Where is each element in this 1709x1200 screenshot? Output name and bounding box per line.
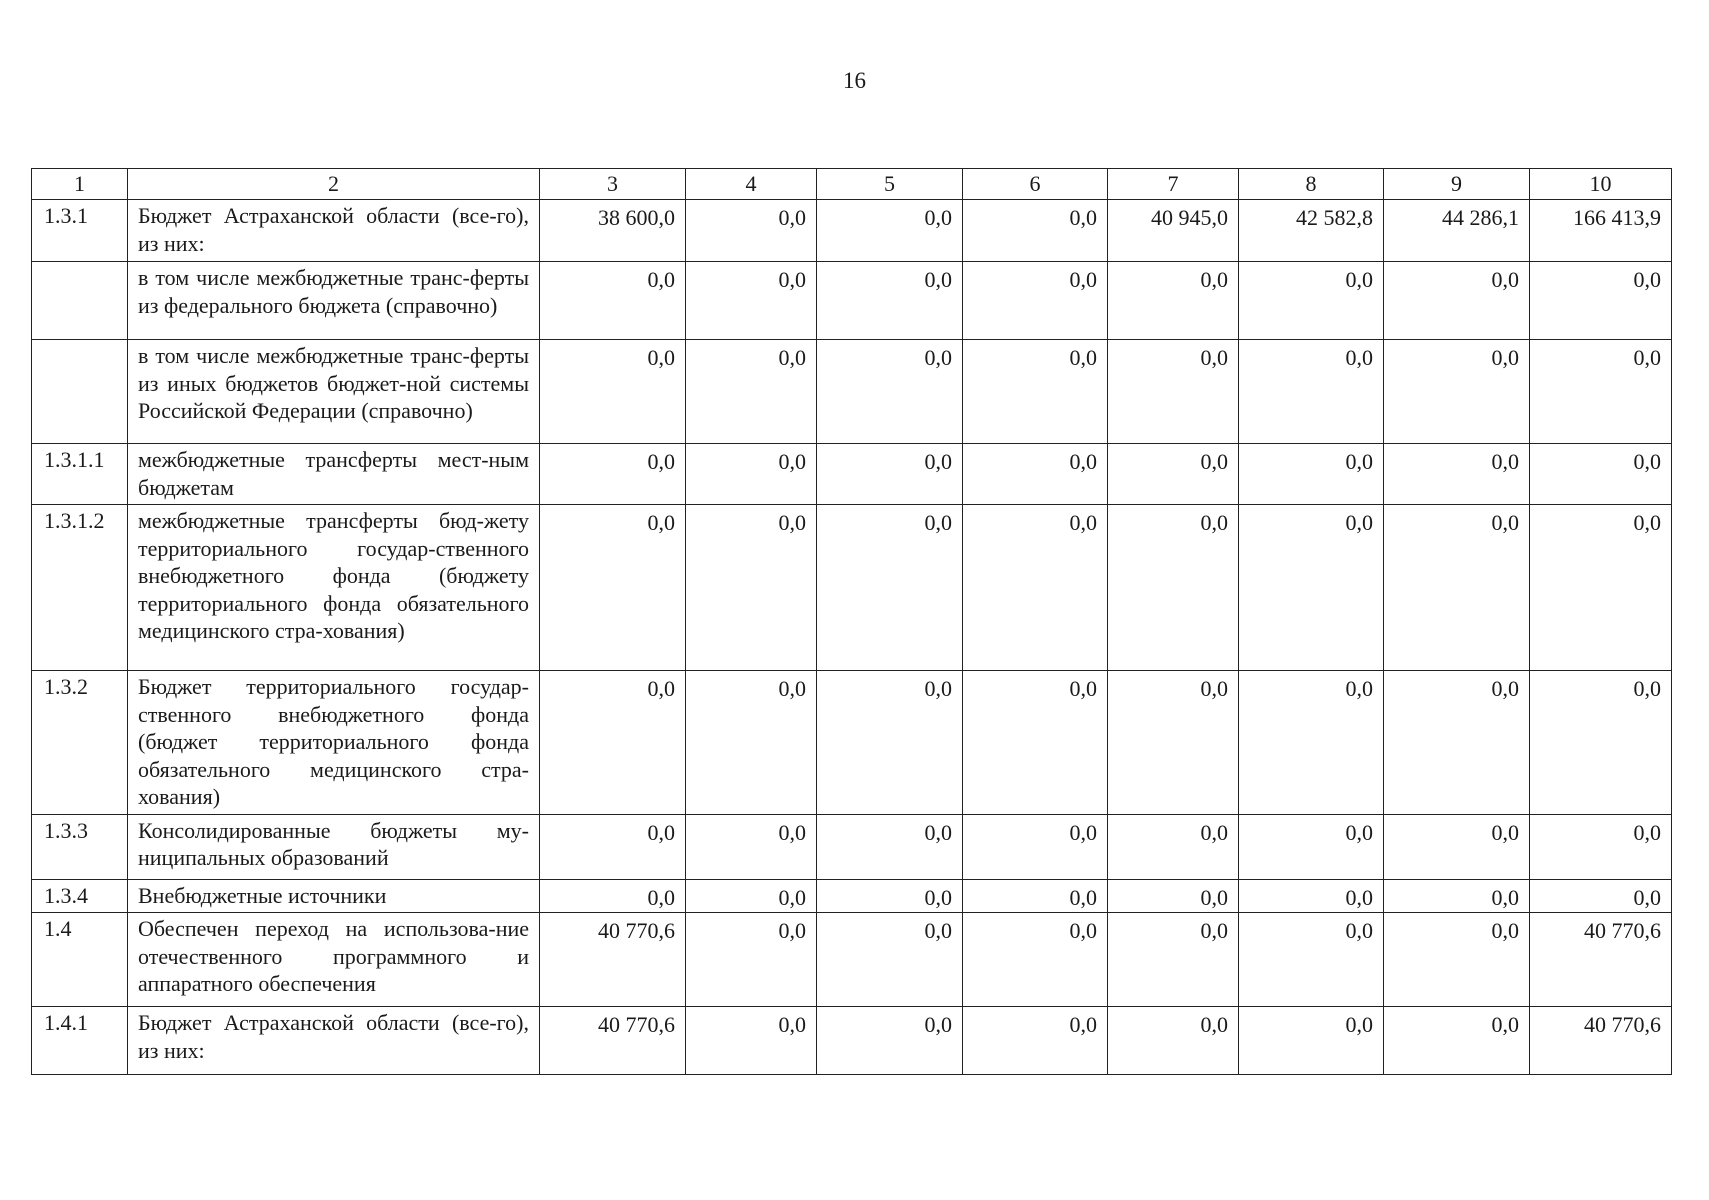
table-row	[32, 1007, 1672, 1075]
value-cell: 0,0	[1239, 444, 1384, 505]
value-cell: 0,0	[1108, 262, 1239, 340]
value-cell: 0,0	[1239, 879, 1384, 913]
value-cell: 0,0	[1530, 444, 1672, 505]
column-header: 3	[540, 169, 686, 200]
value-cell: 42 582,8	[1239, 200, 1384, 262]
value-cell: 0,0	[817, 200, 963, 262]
column-header: 2	[128, 169, 540, 200]
value-cell: 0,0	[1530, 505, 1672, 671]
value-cell: 0,0	[1384, 671, 1530, 815]
row-code: 1.4	[32, 913, 128, 1007]
row-code: 1.3.1.2	[32, 505, 128, 671]
table-row	[32, 340, 1672, 444]
value-cell: 0,0	[817, 879, 963, 913]
value-cell: 0,0	[1239, 340, 1384, 444]
table-row	[32, 814, 1672, 879]
value-cell: 0,0	[686, 200, 817, 262]
table-row	[32, 671, 1672, 815]
value-cell: 40 945,0	[1108, 200, 1239, 262]
value-cell: 0,0	[686, 671, 817, 815]
page-number: 16	[843, 68, 866, 93]
column-header: 4	[686, 169, 817, 200]
column-header: 1	[32, 169, 128, 200]
table-row	[32, 913, 1672, 1007]
column-header: 9	[1384, 169, 1530, 200]
table-row	[32, 200, 1672, 262]
row-code: 1.3.1.1	[32, 444, 128, 505]
value-cell: 0,0	[1384, 262, 1530, 340]
row-code: 1.3.3	[32, 814, 128, 879]
row-name: межбюджетные трансферты бюд-жету территориального государ-ственного внебюджетного фонда (бюджету территориального фонда обязательного медицинского стра-хования)	[128, 505, 540, 671]
value-cell: 0,0	[1530, 879, 1672, 913]
value-cell: 0,0	[1384, 444, 1530, 505]
row-name: в том числе межбюджетные транс-ферты из иных бюджетов бюджет-ной системы Российской Федерации (справочно)	[128, 340, 540, 444]
value-cell: 38 600,0	[540, 200, 686, 262]
value-cell: 40 770,6	[1530, 1007, 1672, 1075]
value-cell: 0,0	[1530, 340, 1672, 444]
value-cell: 0,0	[686, 505, 817, 671]
value-cell: 0,0	[1239, 913, 1384, 1007]
value-cell: 0,0	[1384, 913, 1530, 1007]
value-cell: 0,0	[963, 505, 1108, 671]
value-cell: 0,0	[963, 340, 1108, 444]
table-row	[32, 505, 1672, 671]
value-cell: 0,0	[686, 340, 817, 444]
table-row	[32, 879, 1672, 913]
value-cell: 0,0	[1530, 671, 1672, 815]
value-cell: 0,0	[686, 1007, 817, 1075]
row-code	[32, 262, 128, 340]
table-row	[32, 262, 1672, 340]
value-cell: 0,0	[686, 262, 817, 340]
value-cell: 0,0	[540, 444, 686, 505]
row-name: Бюджет Астраханской области (все-го), из них:	[128, 200, 540, 262]
column-header: 10	[1530, 169, 1672, 200]
value-cell: 0,0	[1108, 879, 1239, 913]
row-code: 1.3.4	[32, 879, 128, 913]
value-cell: 44 286,1	[1384, 200, 1530, 262]
value-cell: 0,0	[817, 505, 963, 671]
row-name: Бюджет территориального государ-ственного внебюджетного фонда (бюджет территориального фонда обязательного медицинского стра-хования)	[128, 671, 540, 815]
column-header: 8	[1239, 169, 1384, 200]
value-cell: 0,0	[540, 340, 686, 444]
row-name: Консолидированные бюджеты му-ниципальных образований	[128, 814, 540, 879]
value-cell: 0,0	[540, 262, 686, 340]
value-cell: 0,0	[817, 262, 963, 340]
value-cell: 0,0	[686, 913, 817, 1007]
value-cell: 0,0	[1239, 671, 1384, 815]
value-cell: 0,0	[1530, 262, 1672, 340]
value-cell: 0,0	[1239, 505, 1384, 671]
value-cell: 0,0	[817, 444, 963, 505]
value-cell: 0,0	[1108, 444, 1239, 505]
value-cell: 0,0	[963, 444, 1108, 505]
value-cell: 0,0	[540, 671, 686, 815]
column-header: 6	[963, 169, 1108, 200]
value-cell: 0,0	[540, 814, 686, 879]
value-cell: 0,0	[1239, 1007, 1384, 1075]
value-cell: 0,0	[1239, 262, 1384, 340]
value-cell: 0,0	[1384, 814, 1530, 879]
value-cell: 166 413,9	[1530, 200, 1672, 262]
value-cell: 0,0	[817, 340, 963, 444]
value-cell: 0,0	[963, 200, 1108, 262]
value-cell: 0,0	[1384, 340, 1530, 444]
value-cell: 40 770,6	[540, 913, 686, 1007]
value-cell: 0,0	[686, 444, 817, 505]
value-cell: 0,0	[1108, 671, 1239, 815]
table-row	[32, 444, 1672, 505]
row-name: межбюджетные трансферты мест-ным бюджетам	[128, 444, 540, 505]
value-cell: 0,0	[1384, 1007, 1530, 1075]
value-cell: 0,0	[963, 1007, 1108, 1075]
value-cell: 0,0	[1239, 814, 1384, 879]
value-cell: 0,0	[1108, 1007, 1239, 1075]
value-cell: 40 770,6	[540, 1007, 686, 1075]
value-cell: 0,0	[1108, 505, 1239, 671]
value-cell: 0,0	[540, 505, 686, 671]
row-code	[32, 340, 128, 444]
value-cell: 0,0	[686, 814, 817, 879]
value-cell: 0,0	[817, 913, 963, 1007]
value-cell: 0,0	[686, 879, 817, 913]
value-cell: 0,0	[817, 814, 963, 879]
budget-table	[31, 168, 1672, 1075]
column-header: 7	[1108, 169, 1239, 200]
row-code: 1.3.1	[32, 200, 128, 262]
value-cell: 0,0	[1384, 505, 1530, 671]
value-cell: 0,0	[963, 262, 1108, 340]
header-row	[32, 169, 1672, 200]
value-cell: 0,0	[540, 879, 686, 913]
row-code: 1.3.2	[32, 671, 128, 815]
row-name: Бюджет Астраханской области (все-го), из них:	[128, 1007, 540, 1075]
value-cell: 0,0	[963, 814, 1108, 879]
column-header: 5	[817, 169, 963, 200]
value-cell: 0,0	[817, 1007, 963, 1075]
value-cell: 0,0	[963, 913, 1108, 1007]
value-cell: 0,0	[1108, 340, 1239, 444]
row-name: Внебюджетные источники	[128, 879, 540, 913]
value-cell: 0,0	[1108, 913, 1239, 1007]
value-cell: 0,0	[963, 671, 1108, 815]
value-cell: 0,0	[1108, 814, 1239, 879]
value-cell: 0,0	[1530, 814, 1672, 879]
row-code: 1.4.1	[32, 1007, 128, 1075]
row-name: в том числе межбюджетные транс-ферты из федерального бюджета (справочно)	[128, 262, 540, 340]
row-name: Обеспечен переход на использова-ние отечественного программного и аппаратного обеспечения	[128, 913, 540, 1007]
value-cell: 0,0	[1384, 879, 1530, 913]
value-cell: 40 770,6	[1530, 913, 1672, 1007]
value-cell: 0,0	[817, 671, 963, 815]
value-cell: 0,0	[963, 879, 1108, 913]
